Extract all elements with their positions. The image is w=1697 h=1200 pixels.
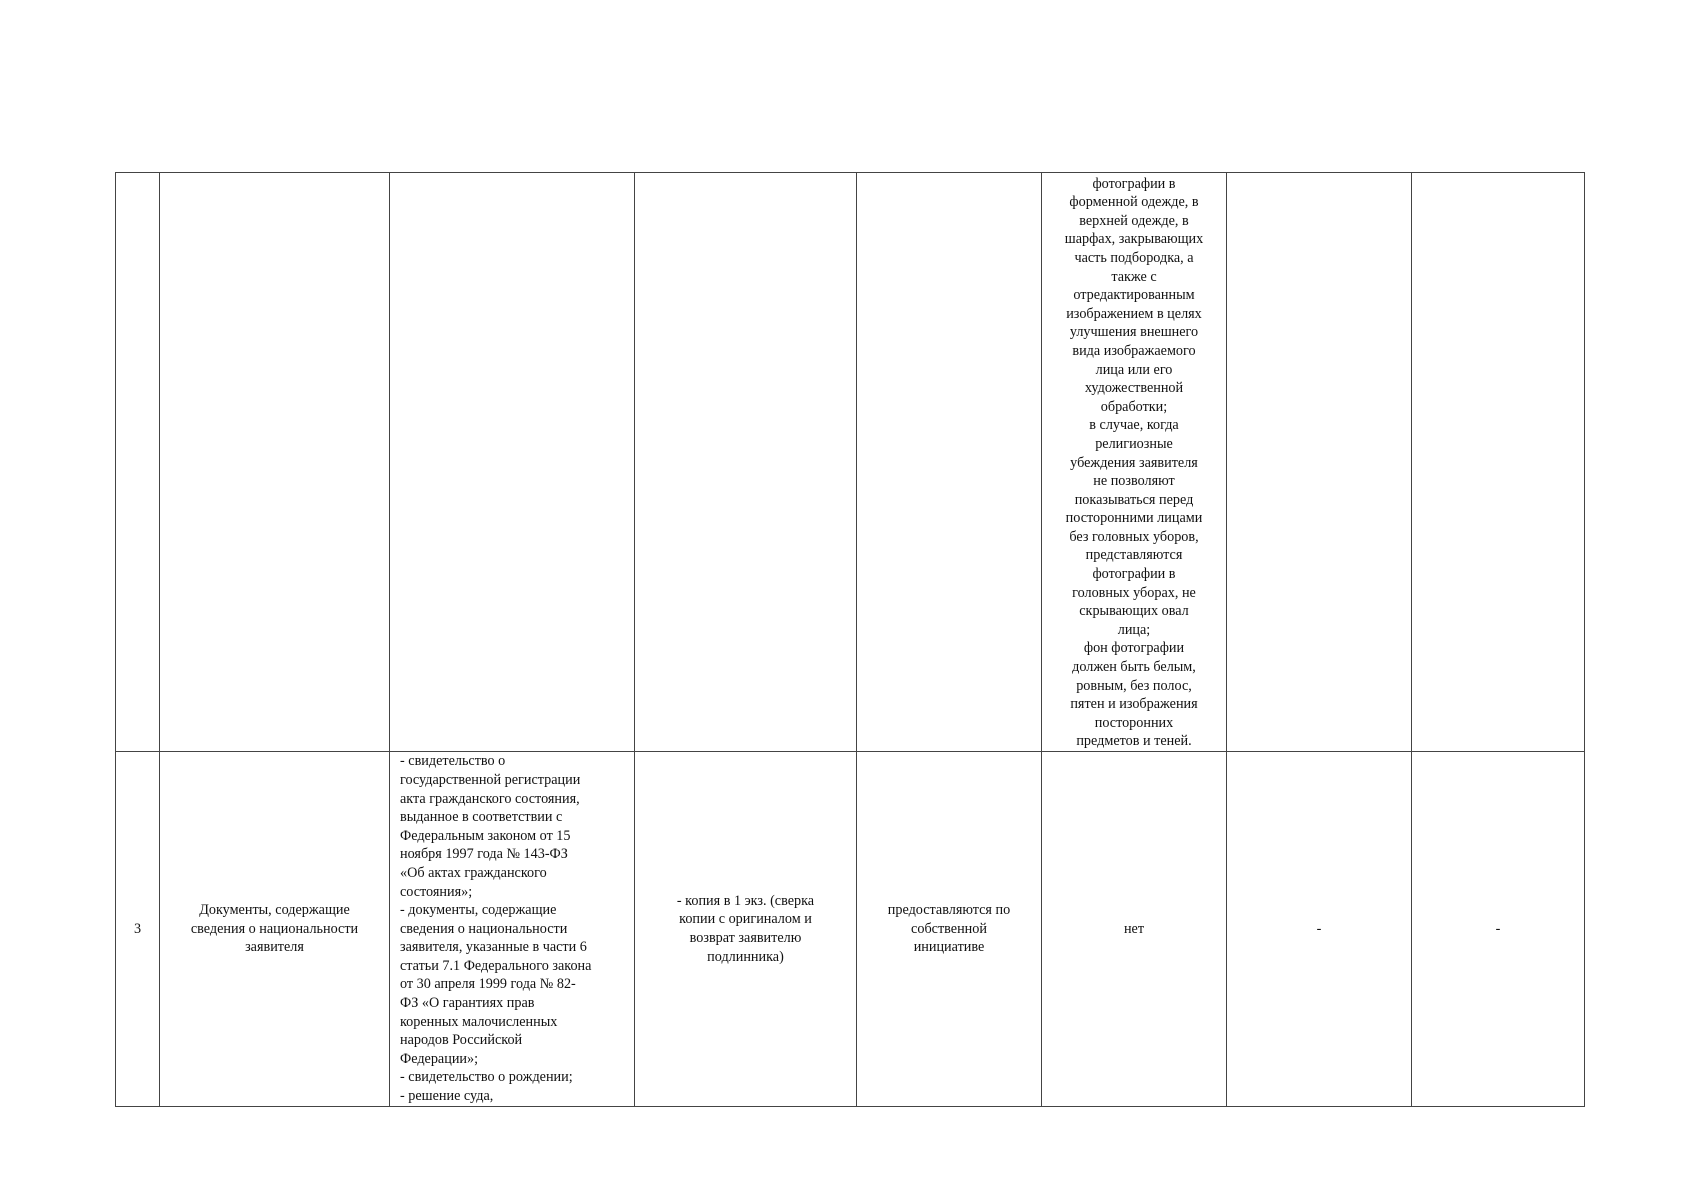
cell-document-category: Документы, содержащие сведения о национальности заявителя <box>160 752 390 1107</box>
cell-sample: - <box>1412 752 1585 1107</box>
cell-number <box>116 173 160 752</box>
cell-sample <box>1412 173 1585 752</box>
cell-submission-terms: предоставляются по собственной инициативе <box>857 752 1042 1107</box>
cell-form: - <box>1227 752 1412 1107</box>
cell-number: 3 <box>116 752 160 1107</box>
cell-document-list: - свидетельство о государственной регистрации акта гражданского состояния, выданное в соответствии с Федеральным законом от 15 ноября 1997 года № 143-ФЗ «Об актах гражданского состояния»; - документы, содержащие сведения о национальности заявителя, указанные в части 6 статьи 7.1 Федерального закона от 30 апреля 1999 года № 82- ФЗ «О гарантиях прав коренных малочисленных народов Российской Федерации»; - свидетельство о рождении; - решение суда, <box>390 752 635 1107</box>
cell-document-list <box>390 173 635 752</box>
cell-submission-terms <box>857 173 1042 752</box>
cell-photo-requirements: фотографии в форменной одежде, в верхней одежде, в шарфах, закрывающих часть подбородка, а также с отредактированным изображением в целях улучшения внешнего вида изображаемого лица или его художественной обработки; в случае, когда религиозные убеждения заявителя не позволяют показываться перед посторонними лицами без головных уборов, представляются фотографии в головных уборах, не скрывающих овал лица; фон фотографии должен быть белым, ровным, без полос, пятен и изображения посторонних предметов и теней. <box>1042 173 1227 752</box>
table-row <box>116 173 1585 752</box>
cell-document-category <box>160 173 390 752</box>
table-row <box>116 752 1585 1107</box>
documents-table <box>115 172 1585 1107</box>
cell-form <box>1227 173 1412 752</box>
cell-requirements <box>635 173 857 752</box>
cell-requirements: - копия в 1 экз. (сверка копии с оригиналом и возврат заявителю подлинника) <box>635 752 857 1107</box>
cell-extra-requirements: нет <box>1042 752 1227 1107</box>
